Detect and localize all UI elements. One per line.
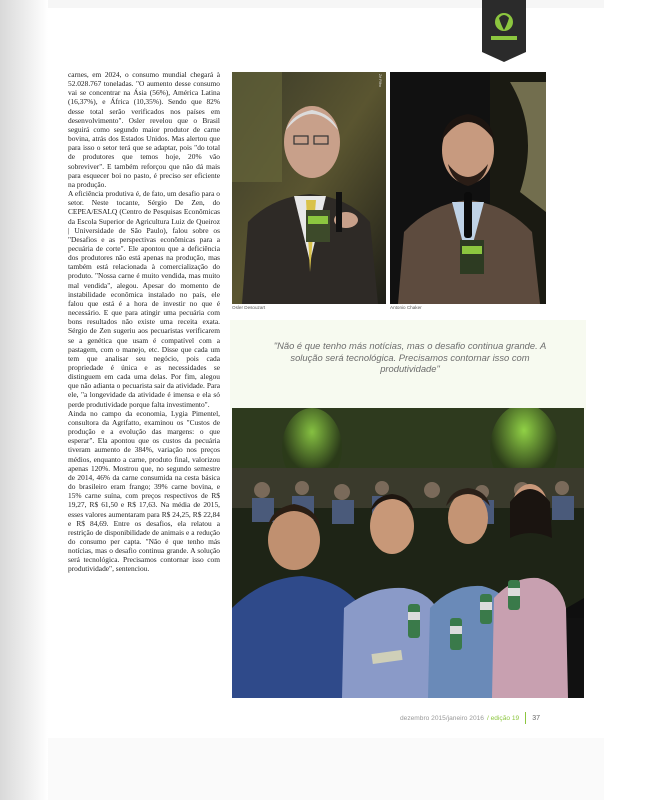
photo-caption-2: Antonio Chaker [390,305,422,310]
photo-caption-1: Osler Desouzart [232,305,266,310]
page-number: 37 [532,714,541,722]
speaker-photo-1 [232,72,386,304]
footer-divider [525,712,526,724]
article-body [68,70,220,574]
article-paragraph: A eficiência produtiva é, de fato, um desafio para o setor. Neste tocante, Sérgio De Zen, do CEPEA/ESALQ (Centro de Pesquisas Econômicas da Escola Superior de Agricultura Luiz de Queiroz | Universidade de São Paulo), falou sobre os "Desafios e as perspectivas econômicas para a pecuária de corte". Ele apontou que a deficiência dos produtores não está apenas na produção, mas também está relacionada à comercialização do produto. "Nossa carne é muito vendida, mas muito mal vendida", alegou. Apesar do momento de instabilidade econômica instalado no país, ele falou que está é a hora de investir no que é necessário. E que para atingir uma pecuária com bons resultados não existe uma receita exata. Sérgio de Zen sugeriu aos pecuaristas verificarem se a genética que usam é compatível com a pastagem, com o manejo, etc. Disse que cada um tem que analisar seu negócio, pois cada propriedade é única e as necessidades se distinguem em cada uma delas. Por fim, alegou que não adianta o pecuarista sair da atividade. Para ele, "a longevidade da atividade é imensa e ela só perde produtividade porque falta investimento". [68,189,220,409]
issue-date: dezembro 2015/janeiro 2016 [400,714,484,722]
page-footer [400,712,540,724]
page-gutter-shadow [0,0,48,800]
article-paragraph: carnes, em 2024, o consumo mundial chegará à 52.028.767 toneladas. "O aumento desse consumo vai se concentrar na Ásia (56%), América Latina (16,37%), e África (10,35%). Sendo que 82% desse total serão verificados nos países em desenvolvimento". Osler revelou que o Brasil seguirá como segundo maior produtor de carne bovina, atrás dos Estados Unidos. Mas alertou que para isso o setor terá que se adaptar, pois "do total de produtores que temos hoje, 20% vão sobreviver". E também reforçou que não dá mais para esquecer boi no pasto, é preciso ser eficiente na produção. [68,70,220,189]
magazine-logo-badge [482,0,526,62]
audience-photo [232,408,584,698]
right-margin [604,0,661,800]
edition-label: / edição 19 [486,714,520,722]
pull-quote: "Não é que tenho más notícias, mas o desafio continua grande. A solução será tecnológica. Precisamos contornar isso com produtividade" [273,340,547,374]
bottom-strip [48,738,608,800]
photo-credit: Zé Filho [378,74,382,87]
speaker-photo-2 [390,72,546,304]
article-paragraph: Ainda no campo da economia, Lygia Pimentel, consultora da Agrifatto, examinou os "Custos de produção e a evolução das margens: o que esperar". Ela apontou que os custos da pecuária tiveram aumento de 384%, variação nos preços médios, enquanto a carne, produto final, valorizou apenas 120%. Mostrou que, no segundo semestre de 2014, 46% da carne consumida na cesta básica do brasileiro eram frango; 39% carne bovina, e 15% carne suína, com preços respectivos de R$ 19,27, R$ 61,50 e R$ 17,63. Na média de 2015, esses valores aumentaram para R$ 24,25, R$ 22,84 e R$ 84,69. Entre os desafios, ela relatou a restrição de disponibilidade de animais e a redução do consumo per capta. "Não é que tenho más notícias, mas o desafio continua grande. A solução será tecnológica. Precisamos contornar isso com produtividade", sentenciou. [68,408,220,574]
